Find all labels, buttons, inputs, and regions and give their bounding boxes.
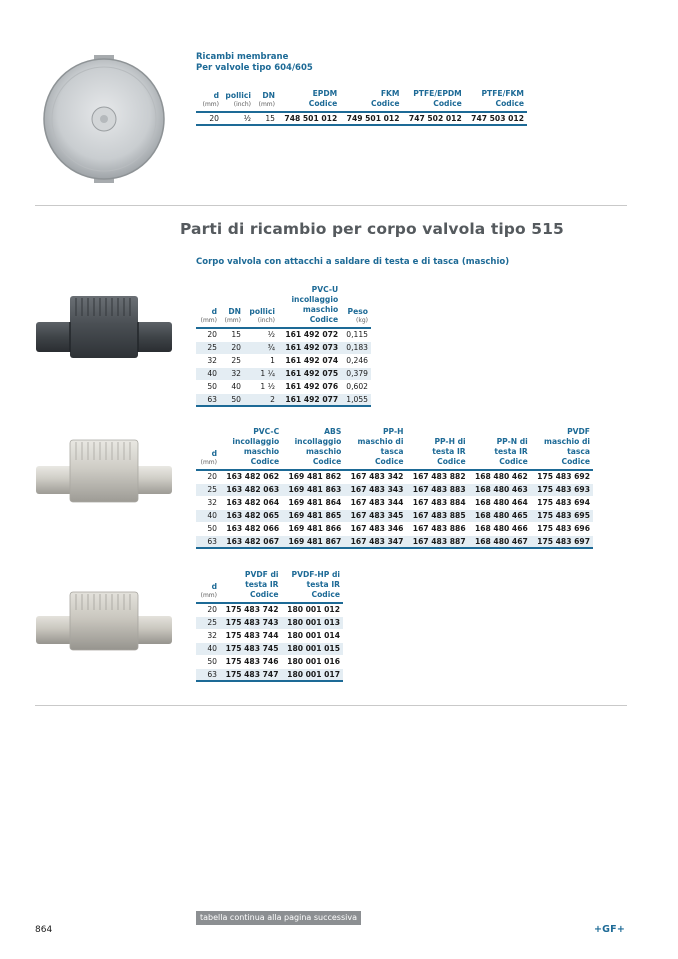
col-header-peso: Peso (kg) xyxy=(341,285,371,328)
valve-body-pvdf-image xyxy=(36,588,172,654)
cell-d: 50 xyxy=(196,522,220,535)
cell-d: 32 xyxy=(196,629,220,642)
cell-code: 167 483 347 xyxy=(344,535,406,548)
cell-d: 25 xyxy=(196,341,220,354)
cell-code: 167 483 342 xyxy=(344,470,406,483)
cell-d: 40 xyxy=(196,642,220,655)
cell-peso: 0,115 xyxy=(341,328,371,341)
cell-code: 163 482 066 xyxy=(220,522,282,535)
cell-code: 163 482 062 xyxy=(220,470,282,483)
col-header-d: d (mm) xyxy=(196,570,220,603)
cell-code: 175 483 745 xyxy=(220,642,282,655)
cell-peso: 0,602 xyxy=(341,380,371,393)
col-header-ptfe-fkm: PTFE/FKM Codice xyxy=(465,89,527,112)
col-header-pph-testa: PP-H di testa IR Codice xyxy=(406,427,468,470)
cell-code: 168 480 466 xyxy=(469,522,531,535)
cell-code: 167 483 884 xyxy=(406,496,468,509)
cell-code: 175 483 697 xyxy=(531,535,593,548)
table-row xyxy=(196,341,371,354)
table-row xyxy=(196,509,593,522)
valve-body-light-image xyxy=(36,436,172,508)
table-row xyxy=(196,642,343,655)
cell-pollici: 1 ½ xyxy=(244,380,278,393)
table-header-row xyxy=(196,89,527,112)
cell-peso: 0,379 xyxy=(341,367,371,380)
cell-code: 167 483 344 xyxy=(344,496,406,509)
cell-d: 50 xyxy=(196,655,220,668)
col-header-pvdf-hp-testa: PVDF-HP di testa IR Codice xyxy=(282,570,344,603)
pvdf-table xyxy=(196,570,343,682)
cell-d: 32 xyxy=(196,354,220,367)
cell-code: 163 482 067 xyxy=(220,535,282,548)
table-row xyxy=(196,328,371,341)
cell-d: 50 xyxy=(196,380,220,393)
table-header-row xyxy=(196,285,371,328)
cell-pollici: ½ xyxy=(244,328,278,341)
table-header-row xyxy=(196,570,343,603)
cell-code: 175 483 696 xyxy=(531,522,593,535)
table-header-row xyxy=(196,427,593,470)
cell-code: 161 492 074 xyxy=(278,354,341,367)
cell-d: 63 xyxy=(196,535,220,548)
table-row xyxy=(196,668,343,681)
col-header-fkm: FKM Codice xyxy=(340,89,402,112)
cell-code: 180 001 016 xyxy=(282,655,344,668)
cell-code: 175 483 692 xyxy=(531,470,593,483)
cell-code: 168 480 462 xyxy=(469,470,531,483)
col-header-d: d (mm) xyxy=(196,89,222,112)
cell-dn: 20 xyxy=(220,341,244,354)
cell-code: 167 483 346 xyxy=(344,522,406,535)
cell-code: 169 481 867 xyxy=(282,535,344,548)
cell-dn: 15 xyxy=(254,112,278,125)
col-header-pph-tasca: PP-H maschio di tasca Codice xyxy=(344,427,406,470)
cell-d: 25 xyxy=(196,483,220,496)
col-header-abs: ABS incollaggio maschio Codice xyxy=(282,427,344,470)
membranes-subtitle xyxy=(196,52,313,74)
cell-code: 167 483 883 xyxy=(406,483,468,496)
cell-code: 169 481 866 xyxy=(282,522,344,535)
cell-code: 749 501 012 xyxy=(340,112,402,125)
cell-code: 748 501 012 xyxy=(278,112,340,125)
cell-d: 20 xyxy=(196,328,220,341)
table-row xyxy=(196,354,371,367)
table-row xyxy=(196,393,371,406)
cell-code: 168 480 465 xyxy=(469,509,531,522)
cell-code: 180 001 014 xyxy=(282,629,344,642)
cell-code: 161 492 077 xyxy=(278,393,341,406)
cell-code: 175 483 742 xyxy=(220,603,282,616)
valve-body-pvcu-image xyxy=(36,292,172,364)
cell-d: 32 xyxy=(196,496,220,509)
section-subtitle: Corpo valvola con attacchi a saldare di testa e di tasca (maschio) xyxy=(196,257,510,267)
table-row xyxy=(196,535,593,548)
cell-d: 25 xyxy=(196,616,220,629)
cell-peso: 0,246 xyxy=(341,354,371,367)
col-header-pvcu: PVC-U incollaggio maschio Codice xyxy=(278,285,341,328)
cell-code: 163 482 065 xyxy=(220,509,282,522)
cell-d: 63 xyxy=(196,393,220,406)
cell-code: 167 483 887 xyxy=(406,535,468,548)
cell-code: 180 001 017 xyxy=(282,668,344,681)
col-header-d: d (mm) xyxy=(196,427,220,470)
gf-logo: +GF+ xyxy=(594,924,626,935)
cell-code: 169 481 864 xyxy=(282,496,344,509)
cell-dn: 32 xyxy=(220,367,244,380)
cell-code: 169 481 865 xyxy=(282,509,344,522)
cell-code: 163 482 064 xyxy=(220,496,282,509)
membranes-subtitle-line2: Per valvole tipo 604/605 xyxy=(196,63,313,73)
cell-pollici: 1 xyxy=(244,354,278,367)
table-row xyxy=(196,522,593,535)
cell-code: 180 001 015 xyxy=(282,642,344,655)
divider xyxy=(35,205,627,206)
col-header-dn: DN (mm) xyxy=(220,285,244,328)
table-row xyxy=(196,655,343,668)
cell-code: 161 492 072 xyxy=(278,328,341,341)
cell-pollici: ¾ xyxy=(244,341,278,354)
col-header-pvdf-tasca: PVDF maschio di tasca Codice xyxy=(531,427,593,470)
col-header-pollici: pollici (inch) xyxy=(244,285,278,328)
cell-code: 168 480 467 xyxy=(469,535,531,548)
cell-code: 161 492 073 xyxy=(278,341,341,354)
col-header-ptfe-epdm: PTFE/EPDM Codice xyxy=(403,89,465,112)
col-header-epdm: EPDM Codice xyxy=(278,89,340,112)
cell-code: 169 481 862 xyxy=(282,470,344,483)
cell-code: 175 483 744 xyxy=(220,629,282,642)
table-row xyxy=(196,629,343,642)
cell-pollici: 2 xyxy=(244,393,278,406)
cell-dn: 50 xyxy=(220,393,244,406)
cell-code: 169 481 863 xyxy=(282,483,344,496)
section-title: Parti di ricambio per corpo valvola tipo 515 xyxy=(180,220,564,238)
cell-d: 20 xyxy=(196,112,222,125)
materials-table xyxy=(196,427,593,549)
table-row xyxy=(196,380,371,393)
cell-code: 180 001 012 xyxy=(282,603,344,616)
table-row xyxy=(196,496,593,509)
membrane-image xyxy=(38,53,170,185)
cell-code: 175 483 695 xyxy=(531,509,593,522)
cell-d: 63 xyxy=(196,668,220,681)
cell-d: 20 xyxy=(196,603,220,616)
table-row xyxy=(196,616,343,629)
cell-code: 747 503 012 xyxy=(465,112,527,125)
cell-code: 163 482 063 xyxy=(220,483,282,496)
table-row xyxy=(196,367,371,380)
col-header-d: d (mm) xyxy=(196,285,220,328)
membranes-subtitle-line1: Ricambi membrane xyxy=(196,52,289,62)
cell-dn: 40 xyxy=(220,380,244,393)
pvcu-table xyxy=(196,285,371,407)
cell-code: 175 483 693 xyxy=(531,483,593,496)
cell-code: 167 483 882 xyxy=(406,470,468,483)
cell-dn: 25 xyxy=(220,354,244,367)
table-row xyxy=(196,483,593,496)
cell-code: 180 001 013 xyxy=(282,616,344,629)
continued-note: tabella continua alla pagina successiva xyxy=(196,911,361,925)
col-header-ppn-testa: PP-N di testa IR Codice xyxy=(469,427,531,470)
col-header-pollici: pollici (inch) xyxy=(222,89,254,112)
cell-code: 167 483 343 xyxy=(344,483,406,496)
col-header-pvcc: PVC-C incollaggio maschio Codice xyxy=(220,427,282,470)
cell-code: 175 483 746 xyxy=(220,655,282,668)
cell-d: 20 xyxy=(196,470,220,483)
table-row xyxy=(196,470,593,483)
cell-code: 747 502 012 xyxy=(403,112,465,125)
col-header-dn: DN (mm) xyxy=(254,89,278,112)
cell-d: 40 xyxy=(196,367,220,380)
membranes-table xyxy=(196,89,527,126)
table-row xyxy=(196,603,343,616)
cell-code: 175 483 747 xyxy=(220,668,282,681)
table-row xyxy=(196,112,527,125)
cell-code: 167 483 345 xyxy=(344,509,406,522)
cell-code: 167 483 885 xyxy=(406,509,468,522)
divider xyxy=(35,705,627,706)
cell-peso: 0,183 xyxy=(341,341,371,354)
cell-code: 161 492 076 xyxy=(278,380,341,393)
cell-code: 175 483 743 xyxy=(220,616,282,629)
cell-code: 168 480 463 xyxy=(469,483,531,496)
page-number: 864 xyxy=(35,925,53,935)
cell-code: 167 483 886 xyxy=(406,522,468,535)
cell-pollici: 1 ¼ xyxy=(244,367,278,380)
cell-code: 175 483 694 xyxy=(531,496,593,509)
cell-code: 168 480 464 xyxy=(469,496,531,509)
cell-code: 161 492 075 xyxy=(278,367,341,380)
col-header-pvdf-testa: PVDF di testa IR Codice xyxy=(220,570,282,603)
cell-dn: 15 xyxy=(220,328,244,341)
cell-peso: 1,055 xyxy=(341,393,371,406)
cell-d: 40 xyxy=(196,509,220,522)
cell-pollici: ½ xyxy=(222,112,254,125)
